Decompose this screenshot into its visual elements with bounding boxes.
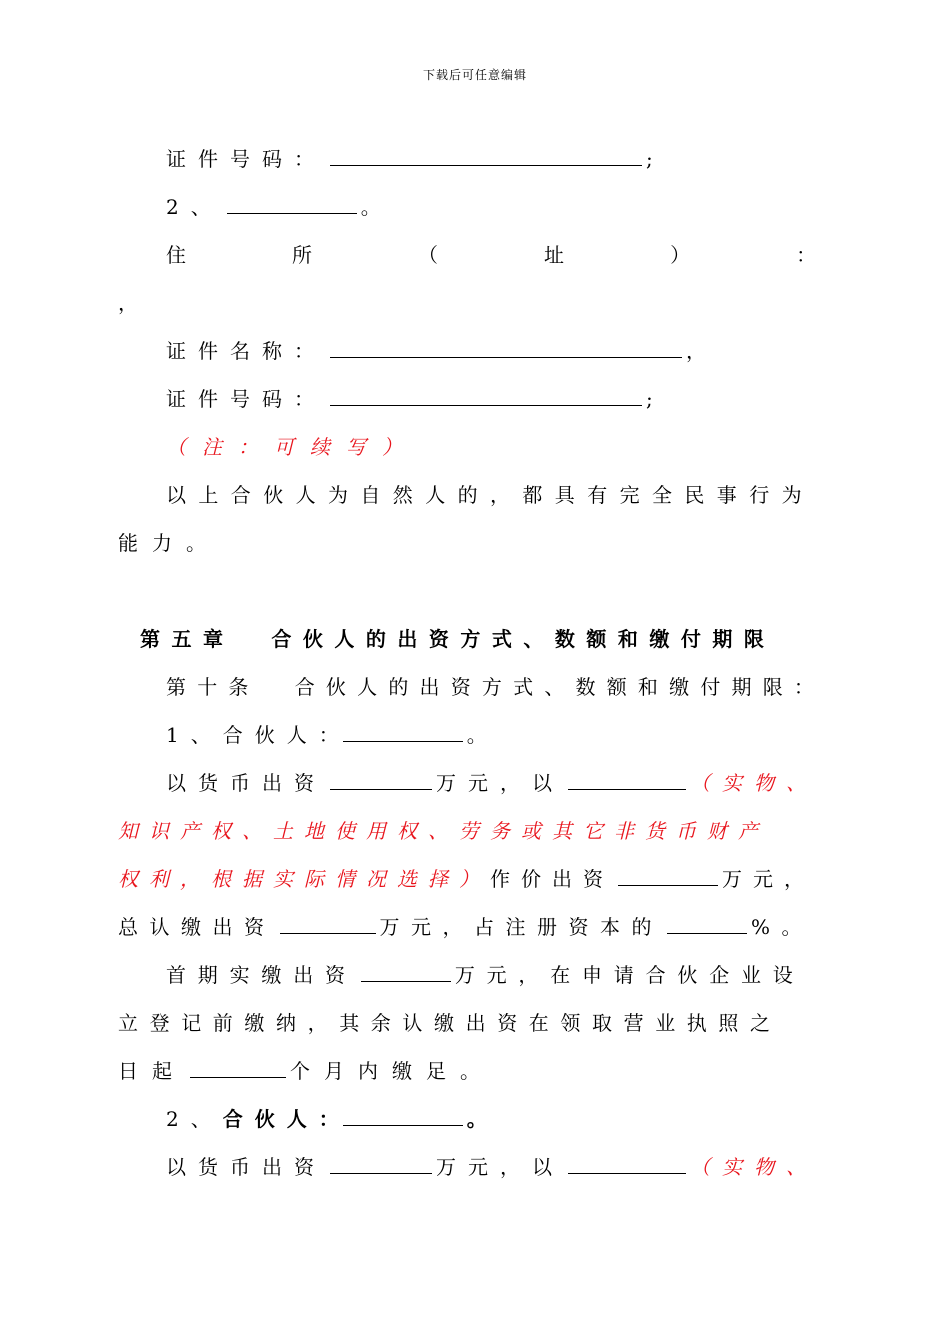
cash-amount-blank[interactable] — [330, 1154, 432, 1174]
first-payment-text: 万元，在申请合伙企业设 — [454, 963, 805, 987]
chapter-heading: 第五章 合伙人的出资方式、数额和缴付期限 — [140, 627, 776, 651]
punct: ， — [686, 339, 718, 363]
contribution-line-4 — [118, 914, 813, 940]
address-line — [166, 242, 816, 268]
id-number-line — [166, 146, 665, 172]
cash-contribution-label: 以货币出资 — [166, 771, 326, 795]
punct: 。 — [466, 723, 499, 747]
colon: ： — [796, 243, 817, 267]
deadline-label: 日起 — [118, 1059, 186, 1083]
paren-close: ） — [670, 243, 740, 267]
page-header: 下载后可任意编辑 — [422, 68, 527, 82]
id-number-label: 证件号码： — [166, 147, 326, 171]
contribution-line-1 — [166, 770, 818, 796]
id-type-blank[interactable] — [330, 338, 682, 358]
address-char: 所 — [292, 243, 362, 267]
percent-sign: %。 — [751, 915, 814, 939]
natural-person-statement: 以上合伙人为自然人的，都具有完全民事行为 — [166, 483, 814, 507]
address-char: 住 — [166, 243, 236, 267]
id-type-label: 证件名称： — [166, 339, 326, 363]
article-ten: 第十条 合伙人的出资方式、数额和缴付期限： — [166, 675, 826, 699]
cash-contribution-label: 以货币出资 — [166, 1155, 326, 1179]
valuation-blank[interactable] — [618, 866, 718, 886]
punct: ; — [646, 387, 665, 411]
id-number-blank[interactable] — [330, 146, 642, 166]
first-payment-cont: 立登记前缴纳，其余认缴出资在领取营业执照之 — [118, 1011, 782, 1035]
item-number: 2、 — [166, 1107, 223, 1131]
first-payment-blank[interactable] — [361, 962, 451, 982]
id-number-line-2 — [166, 386, 665, 412]
payment-deadline-line — [118, 1058, 494, 1084]
address-char: 址 — [544, 243, 614, 267]
partner-1-line — [166, 722, 499, 748]
address-continuation: ， — [118, 291, 150, 315]
noncash-hint: （实物、 — [690, 1155, 818, 1179]
unit-label: 万元，以 — [436, 1155, 564, 1179]
id-type-line — [166, 338, 718, 364]
natural-person-statement-cont: 能力。 — [118, 531, 220, 555]
contribution-line-3 — [118, 866, 815, 892]
partner-2-contrib-line — [166, 1106, 499, 1132]
partner-2-label: 合伙人： — [222, 1107, 351, 1131]
note-continue: （注：可续写） — [166, 435, 418, 459]
punct: ; — [646, 147, 665, 171]
noncash-item-blank[interactable] — [568, 770, 686, 790]
noncash-hint-end: 权利，根据实际情况选择） — [118, 867, 490, 891]
unit-label: 万元， — [722, 867, 815, 891]
partner-1-label: 1、合伙人： — [166, 723, 351, 747]
partner-2-name-blank[interactable] — [343, 1106, 463, 1126]
share-percent-blank[interactable] — [667, 914, 747, 934]
total-subscribed-blank[interactable] — [280, 914, 376, 934]
paren-open: （ — [418, 243, 488, 267]
partner-1-blank[interactable] — [343, 722, 463, 742]
cash-amount-blank[interactable] — [330, 770, 432, 790]
total-subscribed-label: 总认缴出资 — [118, 915, 276, 939]
first-payment-label: 首期实缴出资 — [166, 963, 357, 987]
deadline-text: 个月内缴足。 — [290, 1059, 494, 1083]
noncash-hint: （实物、 — [690, 771, 818, 795]
id-number-blank[interactable] — [330, 386, 642, 406]
punct: 。 — [466, 1107, 499, 1131]
first-payment-line — [166, 962, 805, 988]
valuation-label: 作价出资 — [490, 867, 614, 891]
noncash-item-blank[interactable] — [568, 1154, 686, 1174]
partner-2-line — [166, 194, 393, 220]
id-number-label: 证件号码： — [166, 387, 326, 411]
partner-2-blank[interactable] — [227, 194, 357, 214]
share-label: 万元，占注册资本的 — [379, 915, 663, 939]
contribution-line-e1 — [166, 1154, 818, 1180]
item-number: 2、 — [166, 195, 223, 219]
unit-label: 万元，以 — [436, 771, 564, 795]
months-blank[interactable] — [190, 1058, 286, 1078]
punct: 。 — [360, 195, 393, 219]
noncash-hint-cont: 知识产权、土地使用权、劳务或其它非货币财产 — [118, 819, 769, 843]
